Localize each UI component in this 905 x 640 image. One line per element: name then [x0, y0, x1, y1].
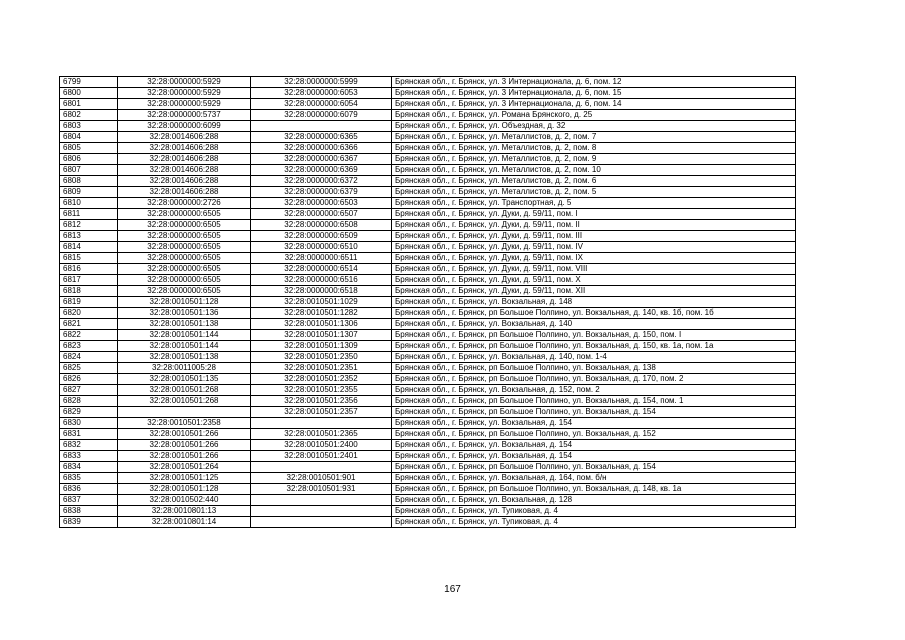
- object-number-cell: 32:28:0010501:901: [251, 473, 392, 484]
- address-cell: Брянская обл., г. Брянск, ул. Металлистов, д. 2, пом. 10: [392, 165, 796, 176]
- object-number-cell: [251, 462, 392, 473]
- table-row: [60, 429, 796, 440]
- object-number-cell: 32:28:0000000:6053: [251, 88, 392, 99]
- table-row: [60, 99, 796, 110]
- address-cell: Брянская обл., г. Брянск, рп Большое Полпино, ул. Вокзальная, д. 150, кв. 1а, пом. 1а: [392, 341, 796, 352]
- parcel-number-cell: 32:28:0000000:2726: [118, 198, 251, 209]
- parcel-number-cell: 32:28:0010801:13: [118, 506, 251, 517]
- parcel-number-cell: 32:28:0010501:266: [118, 429, 251, 440]
- object-number-cell: 32:28:0010501:1029: [251, 297, 392, 308]
- table-row: [60, 451, 796, 462]
- parcel-number-cell: 32:28:0010501:144: [118, 330, 251, 341]
- object-number-cell: 32:28:0010501:1306: [251, 319, 392, 330]
- table-row: [60, 374, 796, 385]
- row-number-cell: 6827: [60, 385, 118, 396]
- parcel-number-cell: 32:28:0000000:6505: [118, 220, 251, 231]
- cadastral-table: [59, 76, 796, 528]
- table-row: [60, 242, 796, 253]
- table-row: [60, 418, 796, 429]
- table-row: [60, 132, 796, 143]
- parcel-number-cell: 32:28:0014606:288: [118, 143, 251, 154]
- row-number-cell: 6830: [60, 418, 118, 429]
- row-number-cell: 6806: [60, 154, 118, 165]
- table-row: [60, 462, 796, 473]
- parcel-number-cell: 32:28:0010501:144: [118, 341, 251, 352]
- parcel-number-cell: 32:28:0011005:28: [118, 363, 251, 374]
- parcel-number-cell: 32:28:0000000:5929: [118, 77, 251, 88]
- row-number-cell: 6804: [60, 132, 118, 143]
- row-number-cell: 6824: [60, 352, 118, 363]
- table-row: [60, 407, 796, 418]
- row-number-cell: 6832: [60, 440, 118, 451]
- address-cell: Брянская обл., г. Брянск, ул. Дуки, д. 59/11, пом. IX: [392, 253, 796, 264]
- row-number-cell: 6834: [60, 462, 118, 473]
- object-number-cell: 32:28:0010501:1309: [251, 341, 392, 352]
- object-number-cell: 32:28:0010501:931: [251, 484, 392, 495]
- parcel-number-cell: 32:28:0000000:6505: [118, 242, 251, 253]
- object-number-cell: 32:28:0000000:5999: [251, 77, 392, 88]
- address-cell: Брянская обл., г. Брянск, ул. Вокзальная, д. 128: [392, 495, 796, 506]
- address-cell: Брянская обл., г. Брянск, ул. 3 Интернационала, д. 6, пом. 15: [392, 88, 796, 99]
- row-number-cell: 6802: [60, 110, 118, 121]
- object-number-cell: 32:28:0010501:2351: [251, 363, 392, 374]
- row-number-cell: 6833: [60, 451, 118, 462]
- object-number-cell: 32:28:0000000:6367: [251, 154, 392, 165]
- parcel-number-cell: [118, 407, 251, 418]
- row-number-cell: 6808: [60, 176, 118, 187]
- page-number: 167: [444, 584, 461, 595]
- address-cell: Брянская обл., г. Брянск, ул. Тупиковая, д. 4: [392, 506, 796, 517]
- address-cell: Брянская обл., г. Брянск, рп Большое Полпино, ул. Вокзальная, д. 170, пом. 2: [392, 374, 796, 385]
- address-cell: Брянская обл., г. Брянск, ул. Металлистов, д. 2, пом. 6: [392, 176, 796, 187]
- row-number-cell: 6817: [60, 275, 118, 286]
- address-cell: Брянская обл., г. Брянск, ул. Дуки, д. 59/11, пом. IV: [392, 242, 796, 253]
- parcel-number-cell: 32:28:0010502:440: [118, 495, 251, 506]
- object-number-cell: 32:28:0010501:2400: [251, 440, 392, 451]
- parcel-number-cell: 32:28:0000000:6505: [118, 264, 251, 275]
- table-row: [60, 484, 796, 495]
- object-number-cell: 32:28:0010501:2355: [251, 385, 392, 396]
- parcel-number-cell: 32:28:0010501:138: [118, 352, 251, 363]
- address-cell: Брянская обл., г. Брянск, ул. Дуки, д. 59/11, пом. XII: [392, 286, 796, 297]
- address-cell: Брянская обл., г. Брянск, рп Большое Полпино, ул. Вокзальная, д. 138: [392, 363, 796, 374]
- address-cell: Брянская обл., г. Брянск, ул. Объездная, д. 32: [392, 121, 796, 132]
- row-number-cell: 6837: [60, 495, 118, 506]
- table-row: [60, 121, 796, 132]
- row-number-cell: 6836: [60, 484, 118, 495]
- object-number-cell: 32:28:0000000:6079: [251, 110, 392, 121]
- address-cell: Брянская обл., г. Брянск, ул. Романа Брянского, д. 25: [392, 110, 796, 121]
- object-number-cell: [251, 418, 392, 429]
- table-row: [60, 352, 796, 363]
- address-cell: Брянская обл., г. Брянск, рп Большое Полпино, ул. Вокзальная, д. 152: [392, 429, 796, 440]
- table-row: [60, 330, 796, 341]
- object-number-cell: 32:28:0010501:2365: [251, 429, 392, 440]
- table-row: [60, 506, 796, 517]
- object-number-cell: 32:28:0010501:2350: [251, 352, 392, 363]
- parcel-number-cell: 32:28:0000000:6505: [118, 275, 251, 286]
- object-number-cell: 32:28:0000000:6514: [251, 264, 392, 275]
- address-cell: Брянская обл., г. Брянск, ул. Тупиковая, д. 4: [392, 517, 796, 528]
- table-row: [60, 363, 796, 374]
- address-cell: Брянская обл., г. Брянск, ул. Металлистов, д. 2, пом. 5: [392, 187, 796, 198]
- table-row: [60, 88, 796, 99]
- object-number-cell: 32:28:0000000:6369: [251, 165, 392, 176]
- object-number-cell: 32:28:0010501:2401: [251, 451, 392, 462]
- table-row: [60, 495, 796, 506]
- object-number-cell: 32:28:0000000:6509: [251, 231, 392, 242]
- address-cell: Брянская обл., г. Брянск, ул. Вокзальная, д. 154: [392, 418, 796, 429]
- address-cell: Брянская обл., г. Брянск, ул. Вокзальная, д. 140: [392, 319, 796, 330]
- object-number-cell: 32:28:0010501:2352: [251, 374, 392, 385]
- parcel-number-cell: 32:28:0014606:288: [118, 176, 251, 187]
- parcel-number-cell: 32:28:0000000:6505: [118, 286, 251, 297]
- row-number-cell: 6828: [60, 396, 118, 407]
- object-number-cell: 32:28:0000000:6510: [251, 242, 392, 253]
- object-number-cell: 32:28:0000000:6508: [251, 220, 392, 231]
- object-number-cell: [251, 121, 392, 132]
- parcel-number-cell: 32:28:0010501:2358: [118, 418, 251, 429]
- parcel-number-cell: 32:28:0010501:268: [118, 385, 251, 396]
- row-number-cell: 6811: [60, 209, 118, 220]
- address-cell: Брянская обл., г. Брянск, ул. 3 Интернационала, д. 6, пом. 12: [392, 77, 796, 88]
- address-cell: Брянская обл., г. Брянск, ул. Дуки, д. 59/11, пом. II: [392, 220, 796, 231]
- object-number-cell: 32:28:0000000:6503: [251, 198, 392, 209]
- row-number-cell: 6805: [60, 143, 118, 154]
- parcel-number-cell: 32:28:0000000:6505: [118, 253, 251, 264]
- row-number-cell: 6814: [60, 242, 118, 253]
- table-row: [60, 253, 796, 264]
- address-cell: Брянская обл., г. Брянск, ул. Вокзальная, д. 154: [392, 440, 796, 451]
- row-number-cell: 6835: [60, 473, 118, 484]
- parcel-number-cell: 32:28:0010501:128: [118, 484, 251, 495]
- object-number-cell: 32:28:0000000:6516: [251, 275, 392, 286]
- row-number-cell: 6816: [60, 264, 118, 275]
- object-number-cell: 32:28:0000000:6379: [251, 187, 392, 198]
- object-number-cell: 32:28:0000000:6054: [251, 99, 392, 110]
- address-cell: Брянская обл., г. Брянск, ул. Дуки, д. 59/11, пом. VIII: [392, 264, 796, 275]
- parcel-number-cell: 32:28:0000000:5929: [118, 88, 251, 99]
- row-number-cell: 6810: [60, 198, 118, 209]
- address-cell: Брянская обл., г. Брянск, ул. Транспортная, д. 5: [392, 198, 796, 209]
- table-row: [60, 154, 796, 165]
- table-row: [60, 308, 796, 319]
- row-number-cell: 6813: [60, 231, 118, 242]
- table-row: [60, 220, 796, 231]
- row-number-cell: 6815: [60, 253, 118, 264]
- row-number-cell: 6801: [60, 99, 118, 110]
- table-row: [60, 473, 796, 484]
- parcel-number-cell: 32:28:0010501:128: [118, 297, 251, 308]
- row-number-cell: 6799: [60, 77, 118, 88]
- address-cell: Брянская обл., г. Брянск, рп Большое Полпино, ул. Вокзальная, д. 154: [392, 462, 796, 473]
- row-number-cell: 6809: [60, 187, 118, 198]
- address-cell: Брянская обл., г. Брянск, ул. Дуки, д. 59/11, пом. X: [392, 275, 796, 286]
- row-number-cell: 6826: [60, 374, 118, 385]
- object-number-cell: 32:28:0000000:6518: [251, 286, 392, 297]
- table-row: [60, 319, 796, 330]
- table-row: [60, 143, 796, 154]
- object-number-cell: 32:28:0010501:1282: [251, 308, 392, 319]
- table-row: [60, 264, 796, 275]
- row-number-cell: 6807: [60, 165, 118, 176]
- parcel-number-cell: 32:28:0014606:288: [118, 154, 251, 165]
- parcel-number-cell: 32:28:0000000:5737: [118, 110, 251, 121]
- row-number-cell: 6823: [60, 341, 118, 352]
- address-cell: Брянская обл., г. Брянск, ул. Вокзальная, д. 154: [392, 451, 796, 462]
- object-number-cell: 32:28:0000000:6366: [251, 143, 392, 154]
- object-number-cell: 32:28:0010501:2357: [251, 407, 392, 418]
- address-cell: Брянская обл., г. Брянск, ул. Вокзальная, д. 148: [392, 297, 796, 308]
- table-row: [60, 286, 796, 297]
- parcel-number-cell: 32:28:0010501:135: [118, 374, 251, 385]
- address-cell: Брянская обл., г. Брянск, ул. Вокзальная, д. 140, пом. 1-4: [392, 352, 796, 363]
- parcel-number-cell: 32:28:0010501:136: [118, 308, 251, 319]
- parcel-number-cell: 32:28:0000000:5929: [118, 99, 251, 110]
- parcel-number-cell: 32:28:0014606:288: [118, 132, 251, 143]
- row-number-cell: 6822: [60, 330, 118, 341]
- table-row: [60, 297, 796, 308]
- parcel-number-cell: 32:28:0014606:288: [118, 187, 251, 198]
- object-number-cell: 32:28:0010501:1307: [251, 330, 392, 341]
- parcel-number-cell: 32:28:0000000:6099: [118, 121, 251, 132]
- row-number-cell: 6800: [60, 88, 118, 99]
- parcel-number-cell: 32:28:0000000:6505: [118, 209, 251, 220]
- parcel-number-cell: 32:28:0010501:268: [118, 396, 251, 407]
- parcel-number-cell: 32:28:0000000:6505: [118, 231, 251, 242]
- table-row: [60, 198, 796, 209]
- table-body: [60, 77, 796, 528]
- row-number-cell: 6820: [60, 308, 118, 319]
- parcel-number-cell: 32:28:0010501:125: [118, 473, 251, 484]
- address-cell: Брянская обл., г. Брянск, рп Большое Полпино, ул. Вокзальная, д. 150, пом. I: [392, 330, 796, 341]
- table-row: [60, 341, 796, 352]
- object-number-cell: 32:28:0000000:6507: [251, 209, 392, 220]
- parcel-number-cell: 32:28:0010801:14: [118, 517, 251, 528]
- object-number-cell: [251, 517, 392, 528]
- address-cell: Брянская обл., г. Брянск, ул. Вокзальная, д. 152, пом. 2: [392, 385, 796, 396]
- address-cell: Брянская обл., г. Брянск, ул. Металлистов, д. 2, пом. 9: [392, 154, 796, 165]
- table-row: [60, 176, 796, 187]
- table-row: [60, 165, 796, 176]
- table-row: [60, 440, 796, 451]
- row-number-cell: 6831: [60, 429, 118, 440]
- parcel-number-cell: 32:28:0010501:264: [118, 462, 251, 473]
- address-cell: Брянская обл., г. Брянск, ул. Дуки, д. 59/11, пом. III: [392, 231, 796, 242]
- address-cell: Брянская обл., г. Брянск, ул. Металлистов, д. 2, пом. 8: [392, 143, 796, 154]
- row-number-cell: 6812: [60, 220, 118, 231]
- row-number-cell: 6821: [60, 319, 118, 330]
- address-cell: Брянская обл., г. Брянск, ул. 3 Интернационала, д. 6, пом. 14: [392, 99, 796, 110]
- parcel-number-cell: 32:28:0014606:288: [118, 165, 251, 176]
- row-number-cell: 6818: [60, 286, 118, 297]
- object-number-cell: 32:28:0000000:6511: [251, 253, 392, 264]
- table-row: [60, 110, 796, 121]
- table-row: [60, 209, 796, 220]
- address-cell: Брянская обл., г. Брянск, ул. Дуки, д. 59/11, пом. I: [392, 209, 796, 220]
- table-row: [60, 385, 796, 396]
- row-number-cell: 6838: [60, 506, 118, 517]
- row-number-cell: 6839: [60, 517, 118, 528]
- table-row: [60, 517, 796, 528]
- parcel-number-cell: 32:28:0010501:138: [118, 319, 251, 330]
- address-cell: Брянская обл., г. Брянск, ул. Металлистов, д. 2, пом. 7: [392, 132, 796, 143]
- table-row: [60, 77, 796, 88]
- object-number-cell: 32:28:0000000:6365: [251, 132, 392, 143]
- table-row: [60, 275, 796, 286]
- address-cell: Брянская обл., г. Брянск, рп Большое Полпино, ул. Вокзальная, д. 154, пом. 1: [392, 396, 796, 407]
- row-number-cell: 6829: [60, 407, 118, 418]
- parcel-number-cell: 32:28:0010501:266: [118, 451, 251, 462]
- table-row: [60, 396, 796, 407]
- address-cell: Брянская обл., г. Брянск, рп Большое Полпино, ул. Вокзальная, д. 148, кв. 1а: [392, 484, 796, 495]
- row-number-cell: 6803: [60, 121, 118, 132]
- table-row: [60, 231, 796, 242]
- row-number-cell: 6825: [60, 363, 118, 374]
- address-cell: Брянская обл., г. Брянск, рп Большое Полпино, ул. Вокзальная, д. 154: [392, 407, 796, 418]
- row-number-cell: 6819: [60, 297, 118, 308]
- parcel-number-cell: 32:28:0010501:266: [118, 440, 251, 451]
- address-cell: Брянская обл., г. Брянск, рп Большое Полпино, ул. Вокзальная, д. 140, кв. 1б, пом. 1б: [392, 308, 796, 319]
- table-row: [60, 187, 796, 198]
- object-number-cell: 32:28:0010501:2356: [251, 396, 392, 407]
- object-number-cell: 32:28:0000000:6372: [251, 176, 392, 187]
- object-number-cell: [251, 495, 392, 506]
- object-number-cell: [251, 506, 392, 517]
- address-cell: Брянская обл., г. Брянск, ул. Вокзальная, д. 164, пом. б/н: [392, 473, 796, 484]
